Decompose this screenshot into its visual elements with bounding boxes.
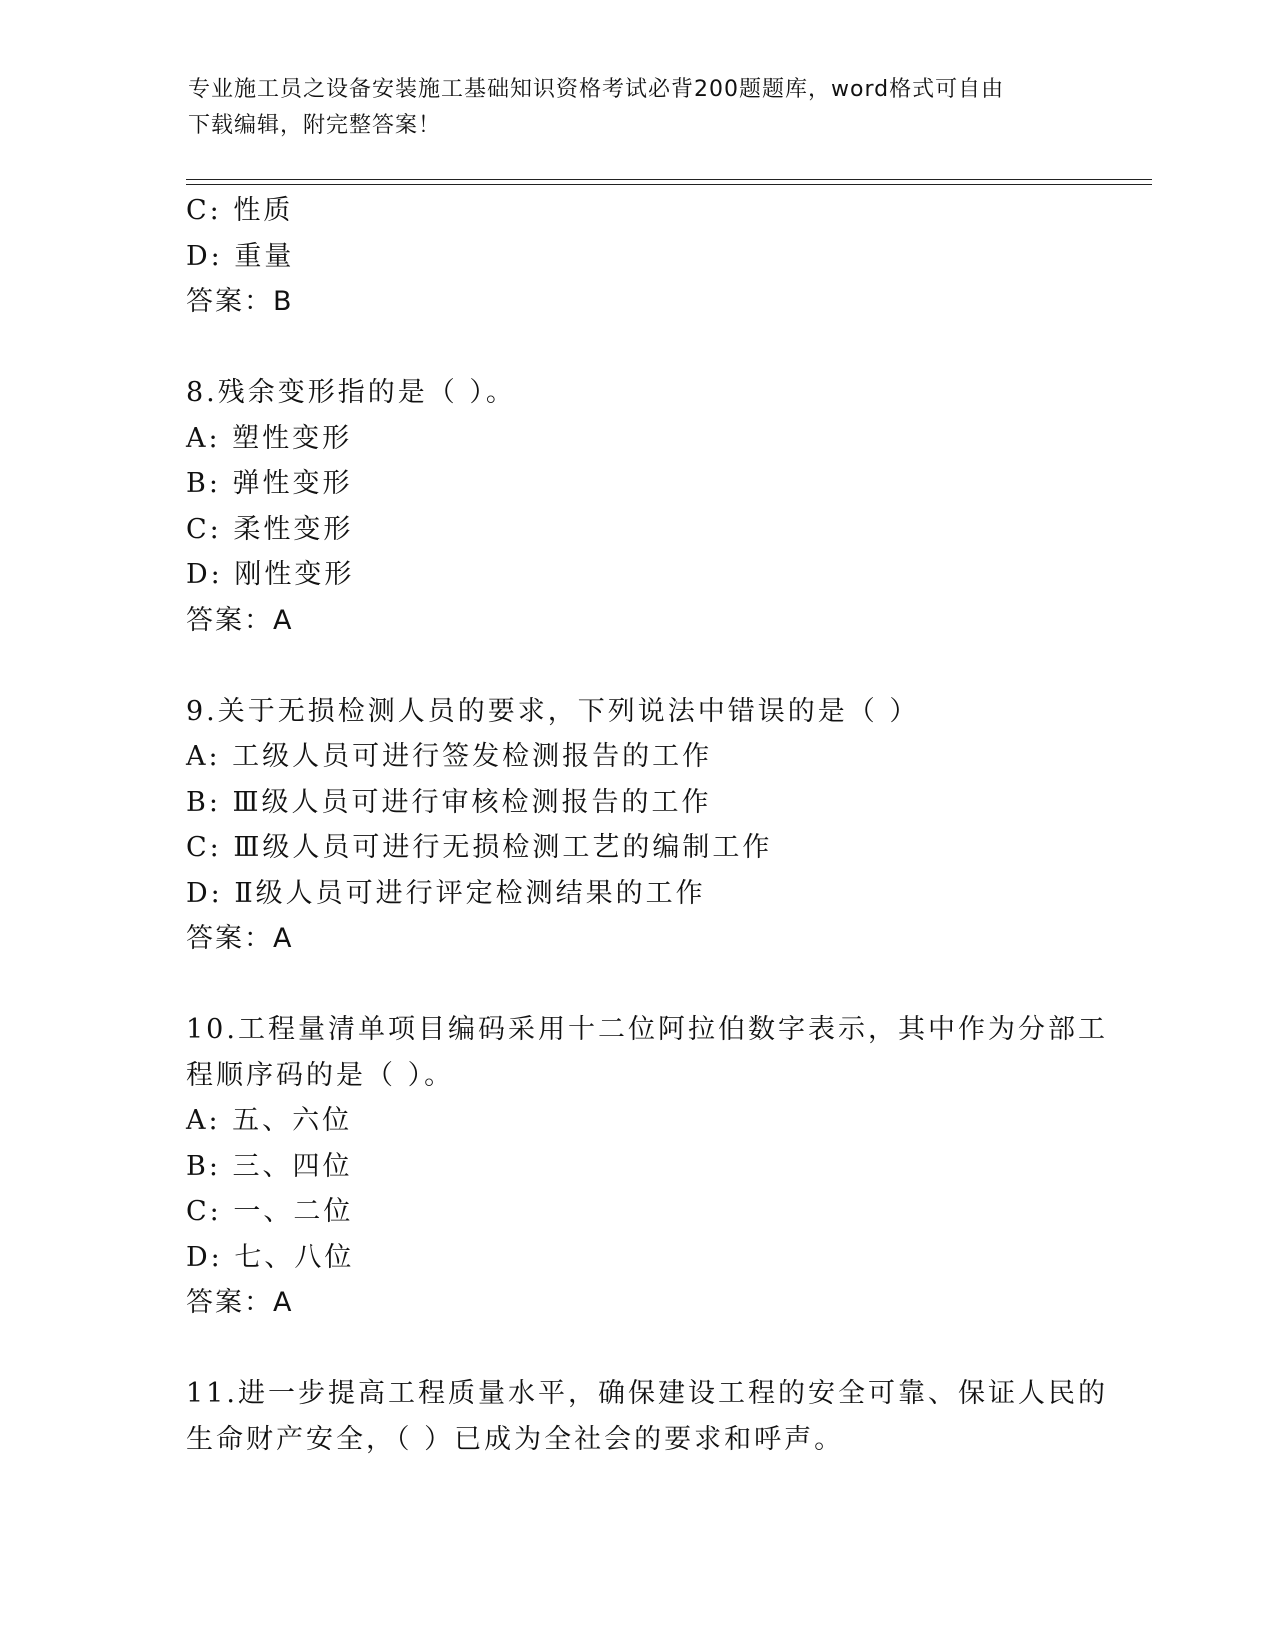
prev-question-block — [186, 188, 1086, 325]
question-text: 9.关于无损检测人员的要求，下列说法中错误的是（ ） — [186, 695, 920, 727]
document-header — [188, 72, 1068, 144]
question-text-line-2: 程顺序码的是（ ）。 — [186, 1059, 455, 1091]
option-b: B: 弹性变形 — [186, 468, 353, 499]
question-text-line-1: 11.进一步提高工程质量水平，确保建设工程的安全可靠、保证人民的 — [186, 1378, 1108, 1409]
header-divider-bottom — [186, 184, 1152, 185]
option-d: D: Ⅱ级人员可进行评定检测结果的工作 — [186, 877, 706, 909]
document-body — [186, 188, 1108, 1462]
option-d: D: 重量 — [186, 240, 295, 272]
option-b: B: Ⅲ级人员可进行审核检测报告的工作 — [186, 786, 712, 818]
question-text: 8.残余变形指的是（ ）。 — [186, 377, 516, 408]
spacer — [186, 1326, 1086, 1372]
question-block-9 — [186, 689, 1086, 962]
option-d: D: 七、八位 — [186, 1241, 355, 1273]
spacer — [186, 643, 1086, 689]
question-text-line-2: 生命财产安全，（ ）已成为全社会的要求和呼声。 — [186, 1423, 845, 1455]
header-divider-top — [186, 179, 1152, 180]
spacer — [186, 962, 1086, 1008]
option-a: A: 工级人员可进行签发检测报告的工作 — [186, 741, 713, 772]
option-c: C: 柔性变形 — [186, 513, 354, 545]
answer-line: 答案：A — [186, 1287, 294, 1318]
question-text-line-1: 10.工程量清单项目编码采用十二位阿拉伯数字表示，其中作为分部工 — [186, 1014, 1108, 1045]
answer-line: 答案：B — [186, 286, 294, 317]
option-a: A: 五、六位 — [186, 1105, 353, 1136]
answer-line: 答案：A — [186, 923, 294, 954]
option-c: C: 性质 — [186, 195, 294, 226]
option-c: C: 一、二位 — [186, 1196, 354, 1227]
header-title-line-1: 专业施工员之设备安装施工基础知识资格考试必背200题题库，word格式可自由 — [188, 77, 1005, 102]
option-d: D: 刚性变形 — [186, 559, 355, 590]
question-block-10 — [186, 1007, 1108, 1326]
answer-line: 答案：A — [186, 604, 294, 636]
option-b: B: 三、四位 — [186, 1150, 353, 1182]
question-block-11 — [186, 1371, 1108, 1462]
spacer — [186, 325, 1086, 371]
header-title-line-2: 下载编辑，附完整答案！ — [188, 113, 442, 138]
question-block-8 — [186, 370, 1086, 643]
option-c: C: Ⅲ级人员可进行无损检测工艺的编制工作 — [186, 832, 773, 863]
option-a: A: 塑性变形 — [186, 422, 353, 454]
